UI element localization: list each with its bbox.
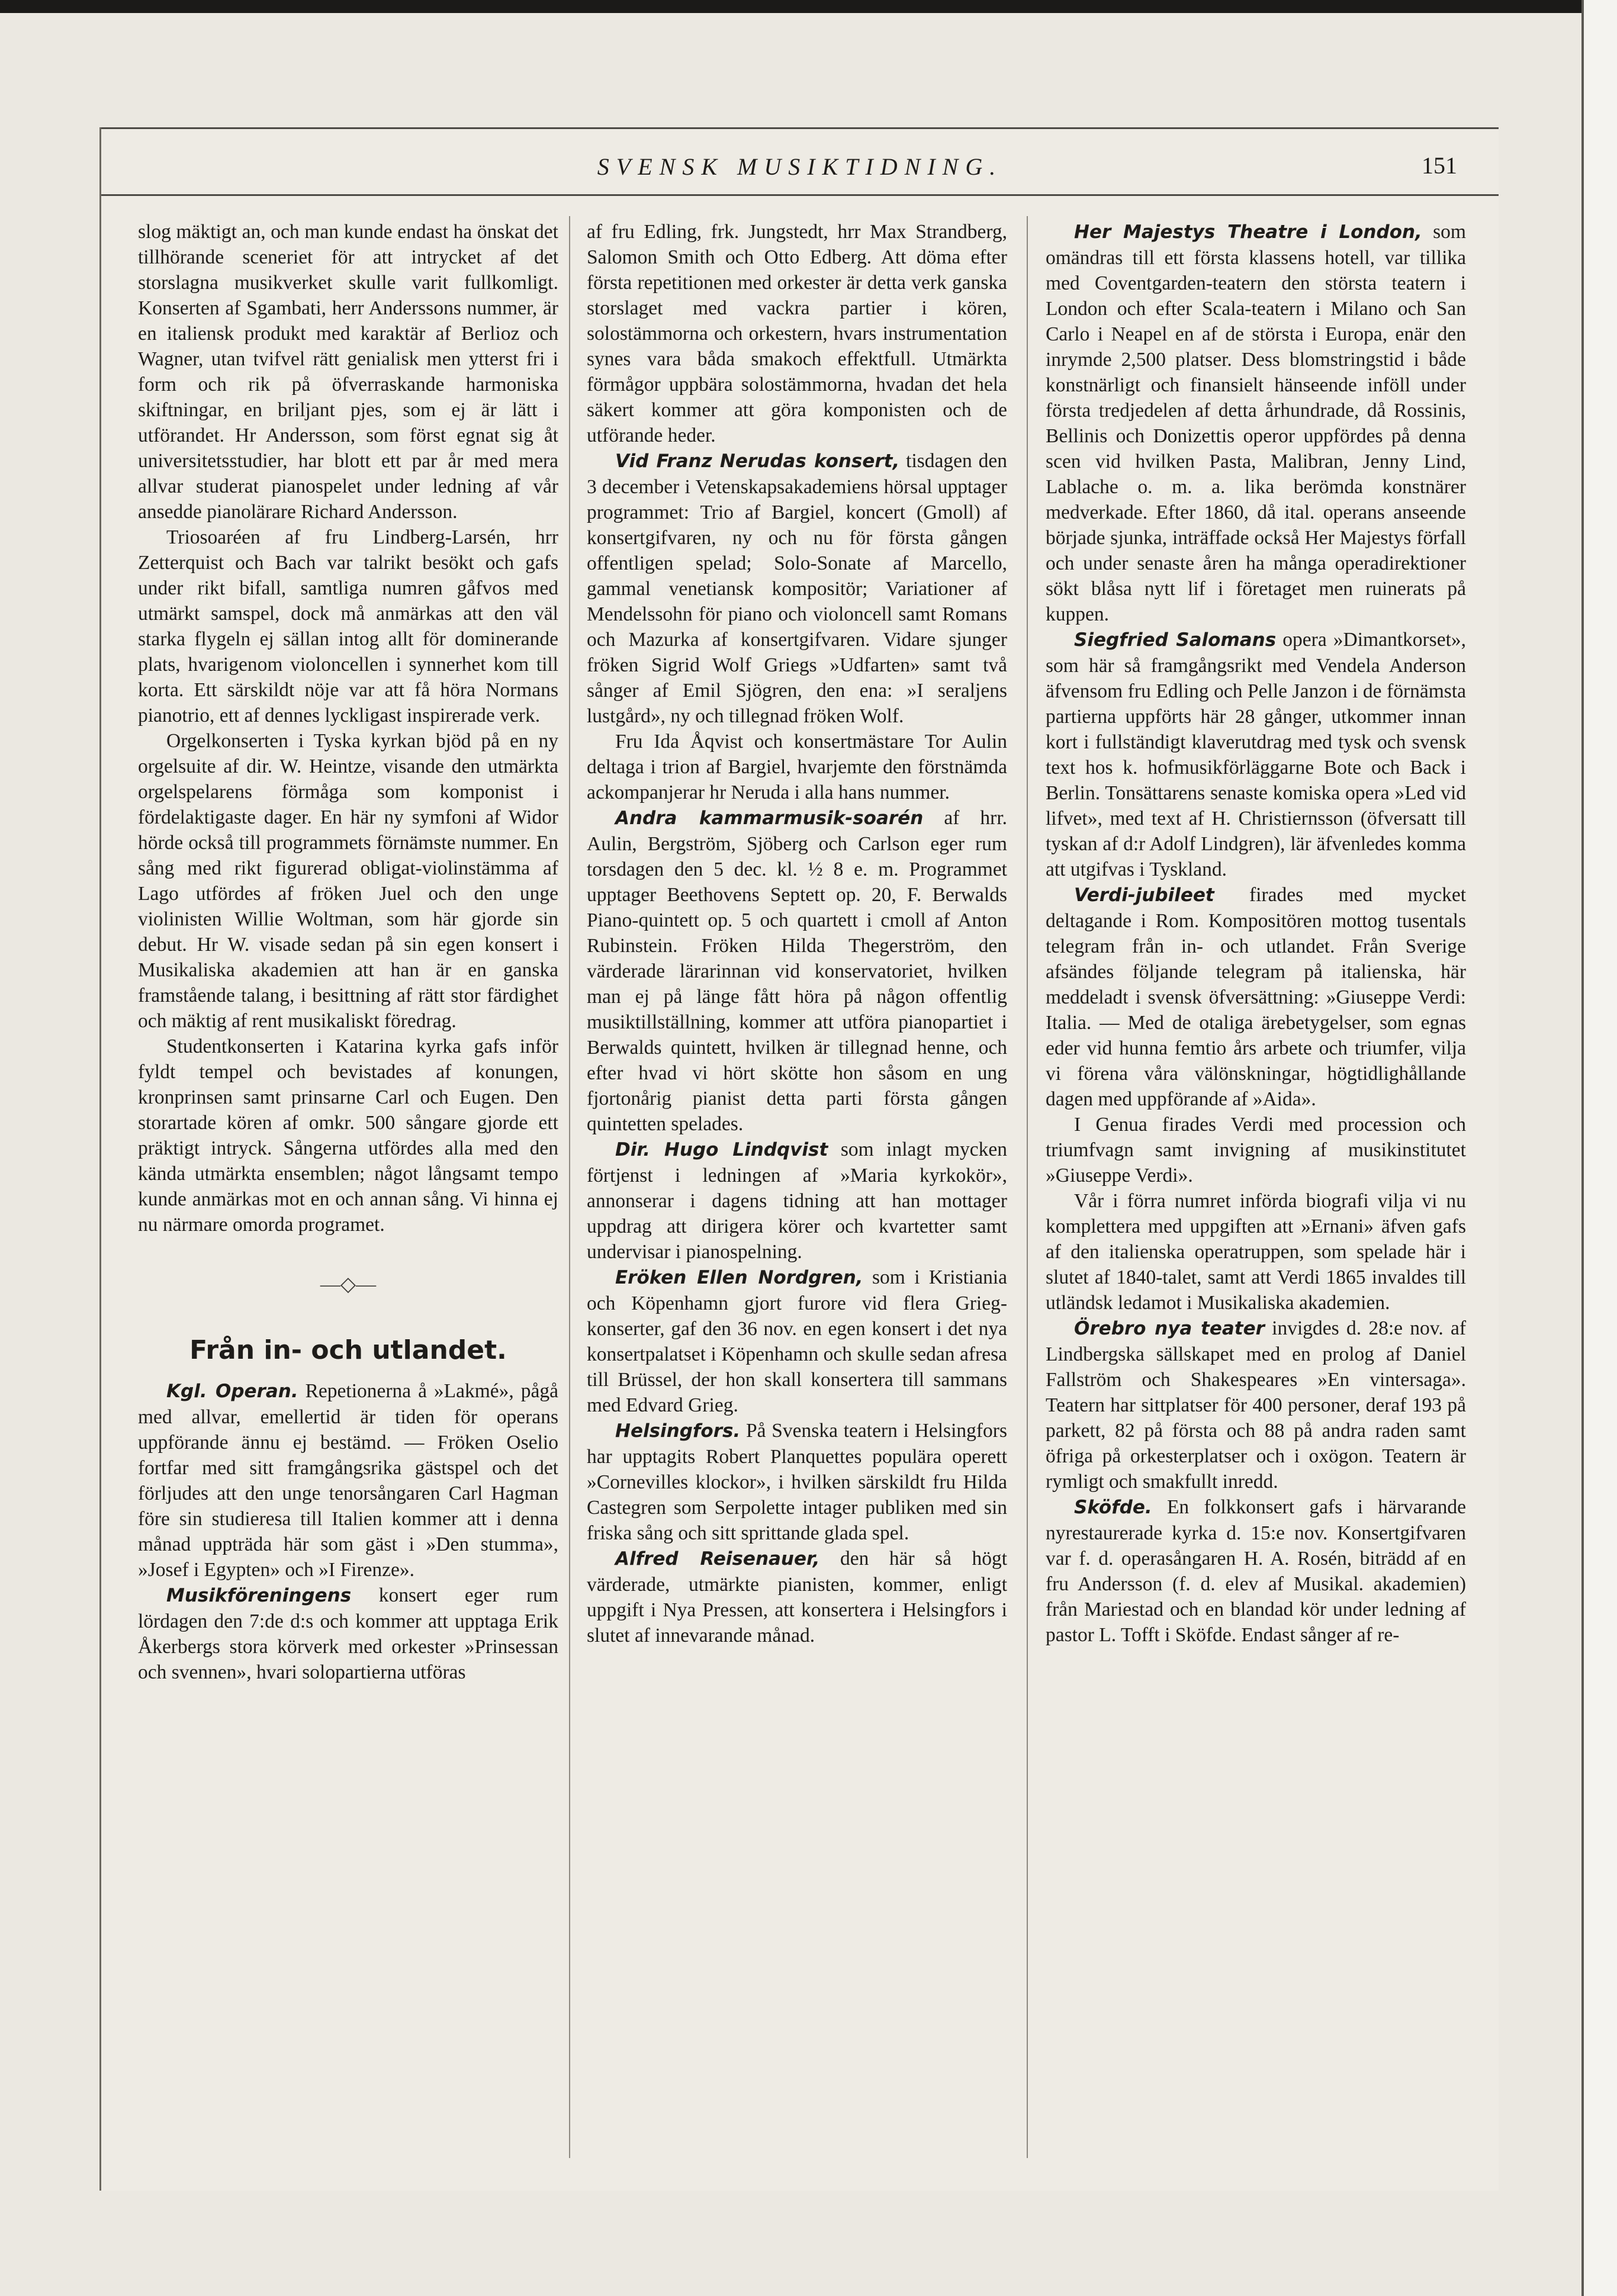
item-heading: Vid Franz Nerudas konsert, <box>615 451 900 472</box>
column-2 <box>587 219 1007 1648</box>
item-text: tisdagen den 3 december i Vetenskapsakademiens hörsal upptager programmet: Trio af Bargiel, koncert (Gmoll) af konsertgifvaren, ny och nu för första gången offentligen spelad; Solo-Sonate af Marcello, gammal venetiansk kompositör; Variationer af Mendelssohn för piano och violoncell samt Romans och Mazurka af konsertgifvaren. Vidare sjunger fröken Sigrid Wolf Griegs »Udfarten» samt två sånger af Emil Sjögren, den ena: »I seraljens lustgård», ny och tillegnad fröken Wolf. <box>587 450 1007 727</box>
item-text: den här så högt värderade, utmärkte pianisten, kommer, enligt uppgift i Nya Pressen, att konsertera i Helsingfors i slutet af innevarande månad. <box>587 1548 1008 1647</box>
item-heading: Sköfde. <box>1074 1497 1152 1518</box>
news-item <box>587 1418 1007 1546</box>
item-text: Repetionerna å »Lakmé», pågå med allvar, emellertid är tiden för operans uppförande ännu ej bestämd. — Fröken Oselio fortfar med sitt framgångsrika gästspel och det förljudes att den unge tenorsångaren Carl Hagman före sin studieresa till Italien kommer att i denna månad uppträda här som gäst i »Den stumma», »Josef i Egypten» och »I Firenze». <box>138 1380 558 1581</box>
column-3 <box>1046 219 1466 1648</box>
news-item <box>138 1583 558 1685</box>
item-heading: Siegfried Salomans <box>1074 629 1277 651</box>
item-text: som i Kristiania och Köpenhamn gjort furore vid flera Grieg-konserter, gaf den 36 nov. en egen konsert i det nya konsertpalatset i Köpenhamn och skulle sedan afresa till Brüssel, der hon skall konsertera till sammans med Edvard Grieg. <box>587 1266 1007 1416</box>
page-header <box>101 127 1499 196</box>
news-item <box>587 448 1007 729</box>
news-item <box>1046 882 1466 1112</box>
item-text: konsert eger rum lördagen den 7:de d:s och kommer att upptaga Erik Åkerbergs stora körverk med orkester »Prinsessan och svennen», hvari solopartierna utföras <box>138 1584 558 1683</box>
paragraph: Triosoaréen af fru Lindberg-Larsén, hrr Zetterquist och Bach var talrikt besökt och gafs under rikt bifall, samtliga numren gåfvos med utmärkt samspel, dock må anmärkas att den väl starka flygeln ej sällan intog allt för dominerande plats, hvarigenom violoncellen i synnerhet kom till korta. Ett särskildt nöje var att få höra Normans pianotrio, ett af dennes lyckligast inspirerade verk. <box>138 526 558 726</box>
news-item <box>1046 1316 1466 1494</box>
item-text: På Svenska teatern i Helsingfors har upptagits Robert Planquettes populära operett »Cornevilles klockor», i hvilken särskildt fru Hilda Castegren som Serpolette intager publiken med sin friska sång och sitt sprittande glada spel. <box>587 1420 1008 1544</box>
paragraph: Fru Ida Åqvist och konsertmästare Tor Aulin deltaga i trion af Bargiel, hvarjemte den förstnämda ackompanjerar hr Neruda i alla hans nummer. <box>587 731 1007 803</box>
newspaper-page <box>99 127 1499 2191</box>
news-item <box>587 1265 1007 1418</box>
scan-right-edge <box>1581 0 1617 2296</box>
item-text: invigdes d. 28:e nov. af Lindbergska sällskapet med en prolog af Daniel Fallström och Shakespeares »En vintersaga». Teatern har sittplatser för 400 personer, deraf 193 på parkett, 82 på första och 88 på andra raden samt öfriga på orkesterplatser och i oxögon. Teatern är rymligt och smakfullt inredd. <box>1046 1317 1466 1493</box>
item-heading: Musikföreningens <box>166 1585 352 1606</box>
section-title: Från in- och utlandet. <box>189 1335 507 1365</box>
column-rule-2 <box>1027 216 1028 2158</box>
paragraph: I Genua firades Verdi med procession och triumfvagn samt invigning af musikinstitutet »Giuseppe Verdi». <box>1046 1114 1466 1186</box>
news-item <box>138 1378 558 1583</box>
item-heading: Örebro nya teater <box>1074 1318 1265 1339</box>
item-text: firades med mycket deltagande i Rom. Kompositören mottog tusentals telegram från in- och utlandet. Från Sverige afsändes följande telegram på italienska, här meddeladt i svensk öfversättning: »Giuseppe Verdi: Italia. — Med de otaliga ärebetygelser, som egnas eder vid hunna femtio års arbete och triumfer, vilja vi förena våra välönskningar, högtidlighållande dagen med uppförande af »Aida». <box>1046 884 1466 1110</box>
item-text: En folkkonsert gafs i härvarande nyrestaurerade kyrka d. 15:e nov. Konsertgifvaren var f. d. operasångaren H. A. Rosén, biträdd af en fru Andersson (f. d. elev af Musikal. akademien) från Mariestad och en blandad kör under ledning af pastor L. Tofft i Sköfde. Endast sånger af re- <box>1046 1496 1467 1646</box>
item-heading: Her Majestys Theatre i London, <box>1074 221 1422 243</box>
column-1 <box>138 219 558 1685</box>
news-item <box>587 805 1007 1137</box>
item-heading: Verdi-jubileet <box>1074 885 1214 906</box>
item-text: som omändras till ett första klassens hotell, var tillika med Coventgarden-teatern den största teatern i London och efter Scala-teatern i Milano och San Carlo i Neapel en af de största i Europa, enär den inrymde 2,500 platser. Dess blomstringstid i både konstnärligt och finansielt hänseende inföll under första tredjedelen af detta århundrade, då Rossinis, Bellinis och Donizettis operor uppfördes på denna scen vid hvilken Pasta, Malibran, Jenny Lind, Lablache o. m. a. lika berömda konstnärer medverkade. Efter 1860, då ital. operans anseende började sjunka, inträffade också Her Majestys förfall och under senaste åren ha många operadirektioner sökt blåsa nytt lif i företaget men ruinerats på kuppen. <box>1046 221 1466 625</box>
news-item <box>587 1137 1007 1265</box>
paragraph: slog mäktigt an, och man kunde endast ha önskat det tillhörande sceneriet för att intrycket af det storslagna musikverket skulle varit fullkomligt. Konserten af Sgambati, herr Anderssons nummer, är en italiensk produkt med karaktär af Berlioz och Wagner, utan tvifvel rätt genialisk men ytterst fri i form och rik på öfverraskande harmoniska skiftningar, en briljant pjes, som ej är lätt i utförandet. Hr Andersson, som först egnat sig åt universitetsstudier, har blott ett par år med mera allvar studerat pianospelet under ledning af vår ansedde pianolärare Richard Andersson. <box>138 221 558 523</box>
column-rule-1 <box>569 216 570 2158</box>
news-item <box>1046 1494 1466 1648</box>
paragraph: Orgelkonserten i Tyska kyrkan bjöd på en ny orgelsuite af dir. W. Heintze, visande den utmärkta orgelspelarens förmåga som komponist i fördelaktigaste dager. En här ny symfoni af Widor hörde också till programmets förnämste nummer. En sång med rikt figurerad obligat-violinstämma af Lago utfördes af fröken Juel och den unge violinisten Willie Woltman, som här gjorde sin debut. Hr W. visade sedan på sin egen konsert i Musikaliska akademien att han är en ganska framstående talang, i besittning af rätt stor färdighet och mäktig af rent musikaliskt föredrag. <box>138 730 558 1032</box>
page-number: 151 <box>1422 152 1457 179</box>
item-heading: Kgl. Operan. <box>166 1381 298 1402</box>
item-text: opera »Dimantkorset», som här så framgångsrikt med Vendela Anderson äfvensom fru Edling och Pelle Janzon i de förnämsta partierna uppförts här 28 gånger, utkommer innan kort i fullständigt klaverutdrag med tysk och svensk text hos k. hofmusikförläggarne Bote och Back i Berlin. Tonsättarens senaste komiska opera »Led vid lifvet», med text af H. Christiernsson (öfversatt till tyskan af d:r Adolf Lindgren), lär äfvenledes komma att utgifvas i Tyskland. <box>1046 629 1467 880</box>
scan-top-border <box>0 0 1617 13</box>
news-item <box>587 1546 1007 1648</box>
item-heading: Eröken Ellen Nordgren, <box>615 1267 863 1288</box>
item-text: som inlagt mycken förtjenst i ledningen af »Maria kyrkokör», annonserar i dagens tidning att han mottager uppdrag att dirigera körer och kvartetter samt undervisar i pianospelning. <box>587 1139 1008 1263</box>
item-heading: Andra kammarmusik-soarén <box>615 808 924 829</box>
item-text: af hrr. Aulin, Bergström, Sjöberg och Carlson eger rum torsdagen den 5 dec. kl. ½ 8 e. m. Programmet upptager Beethovens Septett op. 20, F. Berwalds Piano-quintett op. 5 och quartett i cmoll af Anton Rubinstein. Fröken Hilda Thegerström, den värderade lärarinnan vid konservatoriet, hvilken man ej på länge fått höra på någon offentlig musiktillställning, kommer att utföra pianopartiet i Berwalds quintett, hvilken är tillegnad henne, och efter hvad vi hört skötte hon såsom en ung fjortonårig pianist detta parti första gången quintetten spelades. <box>587 807 1007 1135</box>
news-item <box>1046 627 1466 882</box>
news-item <box>1046 219 1466 627</box>
running-title: SVENSK MUSIKTIDNING. <box>597 153 1003 180</box>
paragraph: Vår i förra numret införda biografi vilja vi nu komplettera med uppgiften att »Ernani» äfven gafs af den italienska operatruppen, som spelade här i slutet af 1840-talet, samt att Verdi 1865 invaldes till utländsk ledamot i Musikaliska akademien. <box>1046 1190 1466 1314</box>
item-heading: Dir. Hugo Lindqvist <box>615 1139 828 1160</box>
paragraph: Studentkonserten i Katarina kyrka gafs inför fyldt tempel och bevistades af konungen, kronprinsen samt prinsarne Carl och Eugen. Den storartade kören af omkr. 500 sångare gjorde ett präktigt intryck. Sångerna utfördes alla med den kända utmärkta ensemblen; något långsamt tempo kunde anmärkas mot en och annan sång. Vi hinna ej nu närmare omorda programet. <box>138 1036 558 1236</box>
item-heading: Alfred Reisenauer, <box>615 1548 820 1570</box>
paragraph: af fru Edling, frk. Jungstedt, hrr Max Strandberg, Salomon Smith och Otto Edberg. Att döma efter första repetitionen med orkester är detta verk ganska storslaget med vackra partier i kören, solostämmorna och orkestern, hvars instrumentation synes vara båda smakoch effektfull. Utmärkta förmågor uppbära solostämmorna, hvadan det hela säkert kommer att göra komponisten och de utförande heder. <box>587 221 1007 446</box>
section-divider: —◇— <box>320 1274 377 1295</box>
item-heading: Helsingfors. <box>615 1420 741 1442</box>
